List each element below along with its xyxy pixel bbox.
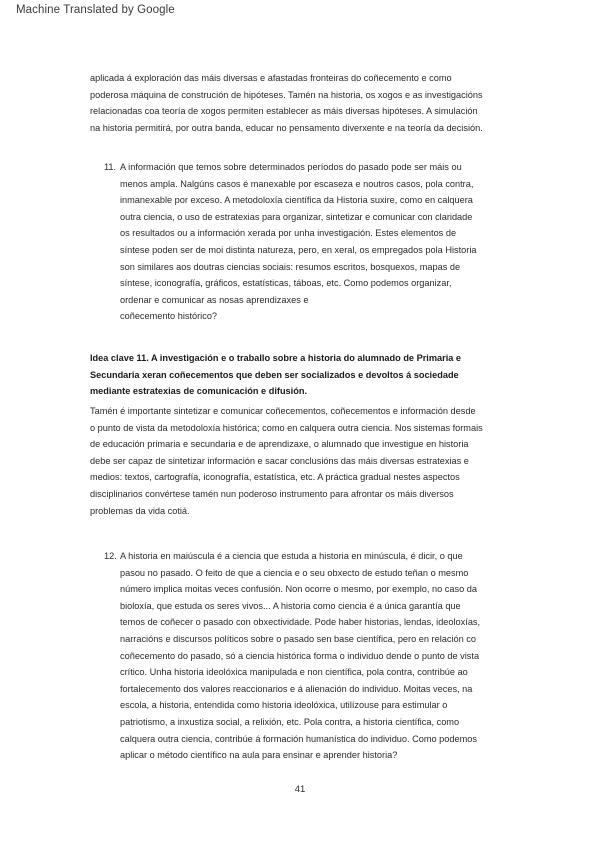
item-first-line <box>90 548 520 565</box>
item-line: coñecemento do pasado, só a ciencia histórica forma o individuo dende o punto de vista <box>120 650 480 661</box>
machine-translation-notice: Machine Translated by Google <box>16 4 175 16</box>
intro-paragraph <box>90 70 520 136</box>
item-line: narracións e discursos políticos sobre o pasado sen base científica, pero en relación co <box>120 633 476 644</box>
item-line: bioloxía, que estuda os seres vivos... A historia como ciencia é a única garantía que <box>120 600 461 611</box>
paragraph-line: Tamén é importante sintetizar e comunicar coñecementos, coñecementos e información desde <box>90 406 476 416</box>
paragraph-line: medios: textos, cartografía, iconografía, estatística, etc. A práctica gradual nestes aspectos <box>90 472 460 483</box>
paragraph-line: na historia permitirá, por outra banda, educar no pensamento diverxente e na teoría da decisión. <box>90 122 483 133</box>
numbered-item-11 <box>90 159 520 325</box>
item-number: 11. <box>104 162 117 172</box>
item-line: patriotismo, a inxustiza social, a relixión, etc. Pola contra, a historia científica, como <box>120 716 460 727</box>
key-idea-line: mediante estratexias de comunicación e difusión. <box>90 386 307 397</box>
numbered-item-12 <box>90 548 520 764</box>
paragraph-line: debe ser capaz de sintetizar información e sacar conclusións das máis diversas estratexias e <box>90 455 469 466</box>
key-idea-paragraph <box>90 403 520 519</box>
item-line: coñecemento histórico? <box>120 311 218 322</box>
item-line: crítico. Unha historia ideolóxica manipulada e non científica, pola contra, contribúe ao <box>120 667 468 678</box>
key-idea-line: Secundaria xeran coñecementos que deben ser socializados e devoltos á sociedade <box>90 369 459 380</box>
item-line: calquera outra ciencia, contribúe á formación humanística do individuo. Como podemos <box>120 733 477 744</box>
item-line: ordenar e comunicar as nosas aprendizaxes e <box>120 294 309 305</box>
item-line: inmanexable por exceso. A metodoloxía científica da Historia suxire, como en calquera <box>120 195 473 206</box>
item-line: síntese, iconografía, gráficos, estatísticas, táboas, etc. Como podemos organizar, <box>120 278 452 289</box>
item-first-line <box>90 159 520 176</box>
paragraph-line: de educación primaria e secundaria e de aprendizaxe, o alumnado que investigue en historia <box>90 439 469 450</box>
paragraph-line: disciplinarios convértese tamén nun poderoso instrumento para afrontar os máis diversos <box>90 488 454 499</box>
item-line: número implica moitas veces confusión. Non ocorre o mesmo, por exemplo, no caso da <box>120 584 477 595</box>
item-line: fortalecemento dos valores reaccionarios e á alienación do individuo. Moitas veces, na <box>120 683 473 694</box>
paragraph-line: aplicada á exploración das máis diversas e afastadas fronteiras do coñecemento e como <box>90 73 452 83</box>
key-idea-line: Idea clave 11. A investigación e o traballo sobre a historia do alumnado de Primaria e <box>90 353 462 363</box>
item-number: 12. <box>104 551 117 561</box>
item-line: escola, a historia, entendida como historia ideolóxica, utilízouse para estimular o <box>120 700 448 711</box>
item-line-text: A información que temos sobre determinados períodos do pasado pode ser máis ou <box>120 162 462 172</box>
item-line-text: A historia en maiúscula é a ciencia que estuda a historia en minúscula, é dicir, o que <box>120 551 463 561</box>
item-line: menos ampla. Nalgúns casos é manexable por escaseza e noutros casos, pola contra, <box>120 178 474 189</box>
item-line: temos de coñecer o pasado con obxectividade. Pode haber historias, lendas, ideoloxías, <box>120 617 481 628</box>
item-line: son similares aos doutras ciencias sociais: resumos escritos, bosquexos, mapas de <box>120 261 461 272</box>
paragraph-line: o punto de vista da metodoloxía histórica; como en calquera outra ciencia. Nos sistemas formais <box>90 422 483 433</box>
key-idea-heading <box>90 350 520 400</box>
item-line: os resultados ou a información xerada por unha investigación. Estes elementos de <box>120 228 457 239</box>
item-line: pasou no pasado. O feito de que a ciencia e o seu obxecto de estudo teñan o mesmo <box>120 567 469 578</box>
item-line: síntese poden ser de moi distinta natureza, pero, en xeral, os empregados pola Historia <box>120 244 477 255</box>
paragraph-line: relacionadas coa teoría de xogos permiten establecer as máis diversas hipóteses. A simulación <box>90 106 478 117</box>
paragraph-line: problemas da vida cotiá. <box>90 505 190 516</box>
page-number: 41 <box>294 784 306 795</box>
item-line: aplicar o método científico na aula para ensinar e aprender historia? <box>120 750 398 761</box>
item-line: outra ciencia, o uso de estratexias para organizar, sintetizar e comunicar con claridade <box>120 211 473 222</box>
paragraph-line: poderosa máquina de construción de hipóteses. Tamén na historia, os xogos e as investigacións <box>90 89 483 100</box>
